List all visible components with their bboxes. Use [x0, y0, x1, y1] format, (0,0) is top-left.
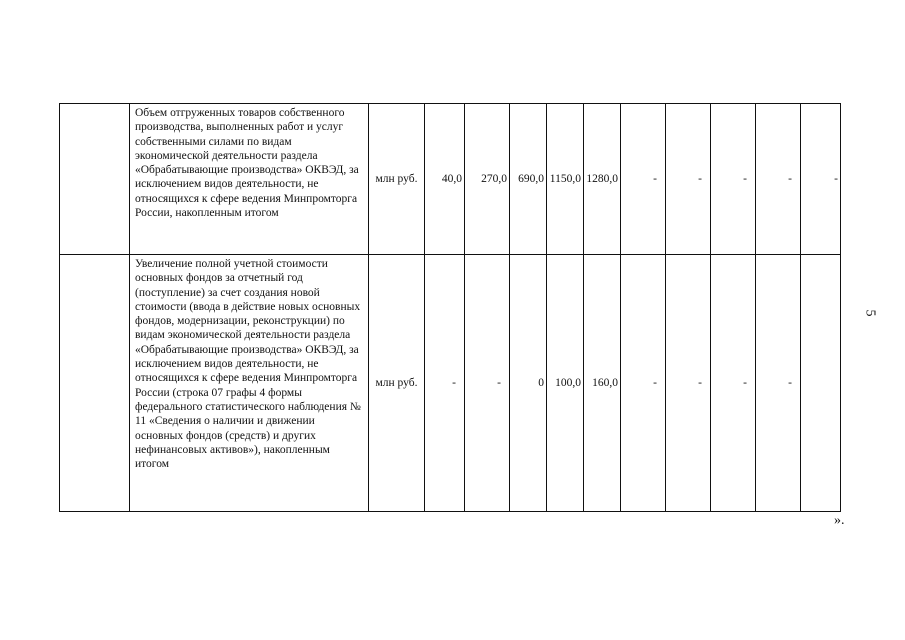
value-cell: -: [666, 104, 711, 255]
unit-cell: млн руб.: [369, 255, 425, 512]
value-cell: -: [621, 255, 666, 512]
indicator-description: Увеличение полной учетной стоимости основных фондов за отчетный год (поступление) за счет создания новой стоимости (ввода в действие новых основных фондов, модернизации, реконструкции) по видам экономической деятельности раздела «Обрабатывающие производства» ОКВЭД, за исключением видов деятельности, не относящихся к сфере ведения Минпромторга России (строка 07 графы 4 формы федерального статистического наблюдения № 11 «Сведения о наличии и движении основных фондов (средств) и других нефинансовых активов»), накопленным итогом: [130, 255, 369, 512]
value-cell: 0: [510, 255, 547, 512]
value-cell: 40,0: [425, 104, 465, 255]
row-number-cell: [60, 255, 130, 512]
value-cell: 1150,0: [547, 104, 584, 255]
unit-cell: млн руб.: [369, 104, 425, 255]
value-cell: -: [465, 255, 510, 512]
value-cell: 100,0: [547, 255, 584, 512]
value-cell: 160,0: [584, 255, 621, 512]
value-cell: -: [801, 104, 841, 255]
row-number-cell: [60, 104, 130, 255]
value-cell: -: [621, 104, 666, 255]
value-cell: -: [756, 255, 801, 512]
indicators-table: [59, 103, 841, 512]
value-cell: 270,0: [465, 104, 510, 255]
table-row: [60, 104, 841, 255]
value-cell: -: [425, 255, 465, 512]
page-number: 5: [862, 309, 878, 317]
value-cell: -: [711, 104, 756, 255]
table-row: [60, 255, 841, 512]
value-cell: -: [666, 255, 711, 512]
value-cell: 1280,0: [584, 104, 621, 255]
indicator-description: Объем отгруженных товаров собственного производства, выполненных работ и услуг собственными силами по видам экономической деятельности раздела «Обрабатывающие производства» ОКВЭД, за исключением видов деятельности, не относящихся к сфере ведения Минпромторга России, накопленным итогом: [130, 104, 369, 255]
value-cell: -: [711, 255, 756, 512]
closing-quote-mark: ».: [834, 513, 845, 528]
value-cell: 690,0: [510, 104, 547, 255]
value-cell: -: [756, 104, 801, 255]
value-cell: [801, 255, 841, 512]
